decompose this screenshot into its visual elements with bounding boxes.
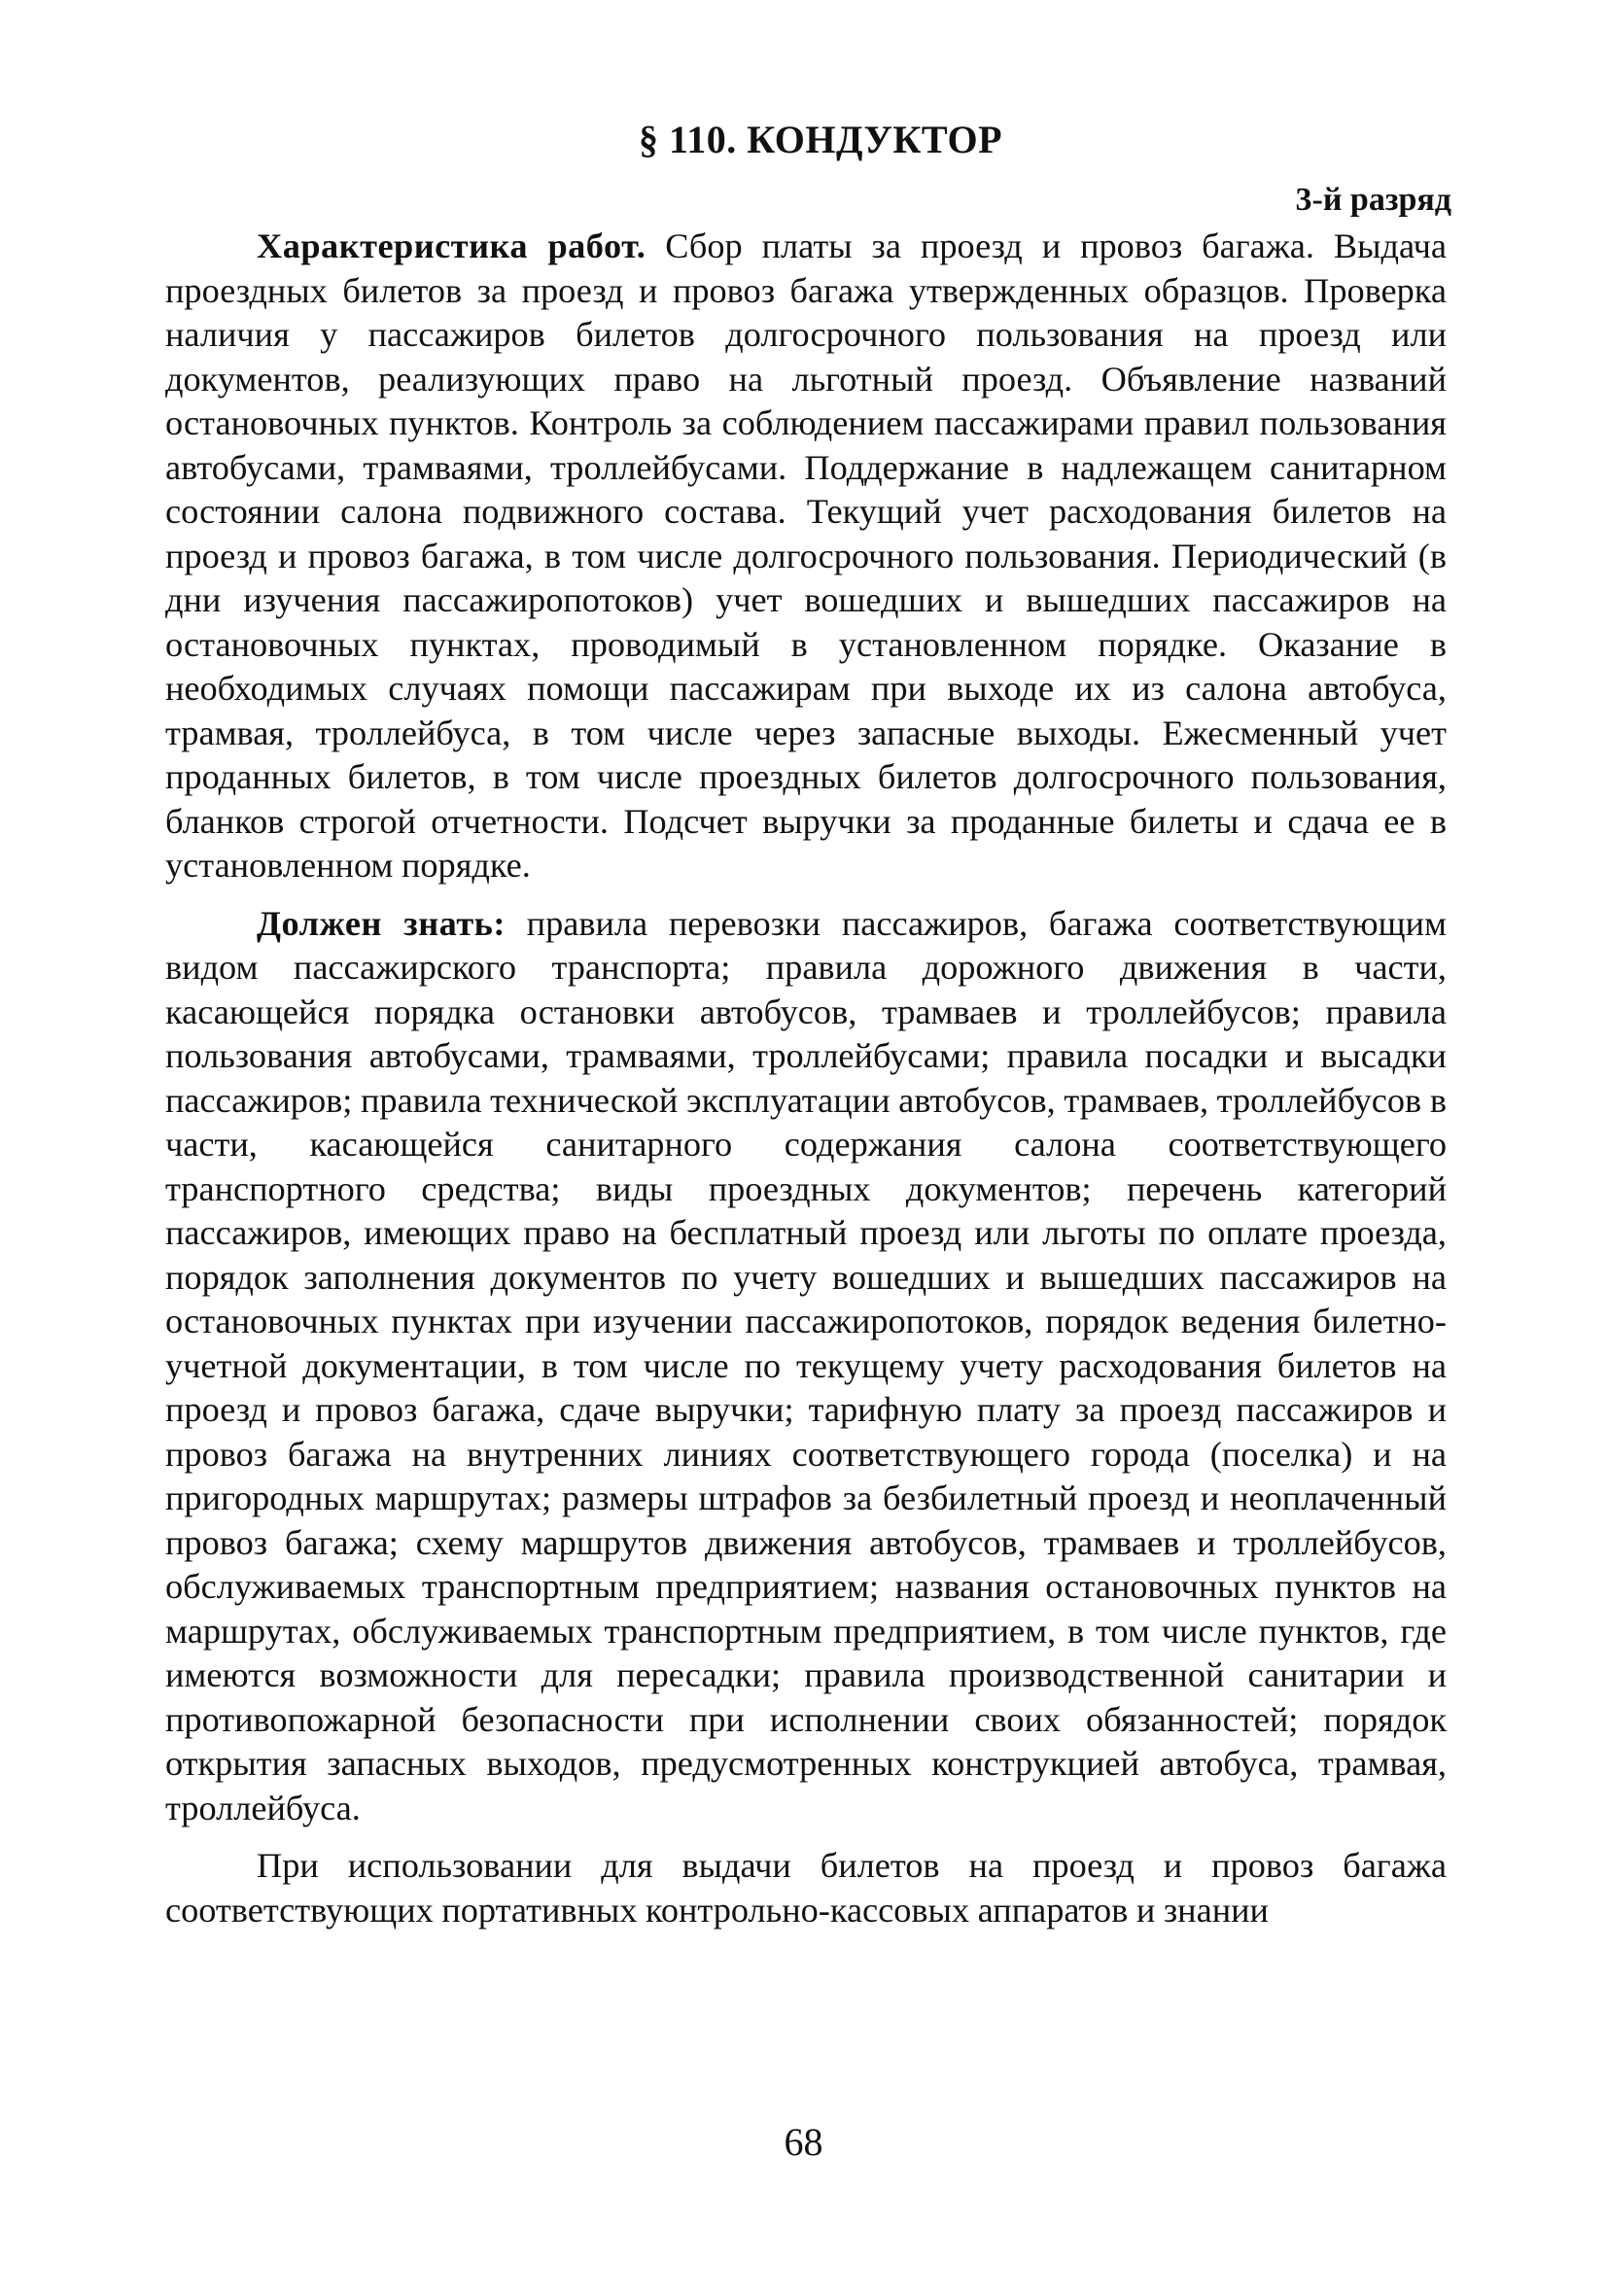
paragraph-text: правила перевозки пассажиров, багажа соответствующим видом пассажирского транспорта; правила дорожного движения в части, касающейся порядка остановки автобусов, трамваев и троллейбусов; правила пользования автобусами, трамваями, троллейбусами; правила посадки и высадки пассажиров; правила технической эксплуатации автобусов, трамваев, троллейбусов в части, касающейся санитарного содержания салона соответствующего транспортного средства; виды проездных документов; перечень категорий пассажиров, имеющих право на бесплатный проезд или льготы по оплате проезда, порядок заполнения документов по учету вошедших и вышедших пассажиров на остановочных пунктах при изучении пассажиропотоков, порядок ведения билетно-учетной документации, в том числе по текущему учету расходования билетов на проезд и провоз багажа, сдаче выручки; тарифную плату за проезд пассажиров и провоз багажа на внутренних линиях соответствующего города (поселка) и на пригородных маршрутах; размеры штрафов за безбилетный проезд и неоплаченный провоз багажа; схему маршрутов движения автобусов, трамваев и троллейбусов, обслуживаемых транспортным предприятием; названия остановочных пунктов на маршрутах, обслуживаемых транспортным предприятием, в том числе пунктов, где имеются возможности для пересадки; правила производственной санитарии и противопожарной безопасности при исполнении своих обязанностей; порядок открытия запасных выходов, предусмотренных конструкцией автобуса, трамвая, троллейбуса. [165,903,1448,1827]
work-characteristics-paragraph [165,225,1447,888]
paragraph-text: При использовании для выдачи билетов на проезд и провоз багажа соответствующих портативных контрольно-кассовых аппаратов и знании [165,1846,1447,1930]
document-page [165,117,1451,1932]
paragraph-lead: Характеристика работ. [257,226,646,265]
paragraph-text: Сбор платы за проезд и провоз багажа. Выдача проездных билетов за проезд и провоз багажа утвержденных образцов. Проверка наличия у пассажиров билетов долгосрочного пользования на проезд или документов, реализующих право на льготный проезд. Объявление названий остановочных пунктов. Контроль за соблюдением пассажирами правил пользования автобусами, трамваями, троллейбусами. Поддержание в надлежащем санитарном состоянии салона подвижного состава. Текущий учет расходования билетов на проезд и провоз багажа, в том числе долгосрочного пользования. Периодический (в дни изучения пассажиропотоков) учет вошедших и вышедших пассажиров на остановочных пунктах, проводимый в установленном порядке. Оказание в необходимых случаях помощи пассажирам при выходе их из салона автобуса, трамвая, троллейбуса, в том числе через запасные выходы. Ежесменный учет проданных билетов, в том числе проездных билетов долгосрочного пользования, бланков строгой отчетности. Подсчет выручки за проданные билеты и сдача ее в установленном порядке. [165,226,1448,885]
page-number: 68 [784,2120,823,2164]
paragraph-lead: Должен знать: [257,903,506,943]
section-title: § 110. КОНДУКТОР [638,118,1003,161]
continuation-paragraph [165,1844,1447,1932]
grade-label: 3-й разряд [1295,182,1451,218]
must-know-paragraph [165,902,1447,1831]
